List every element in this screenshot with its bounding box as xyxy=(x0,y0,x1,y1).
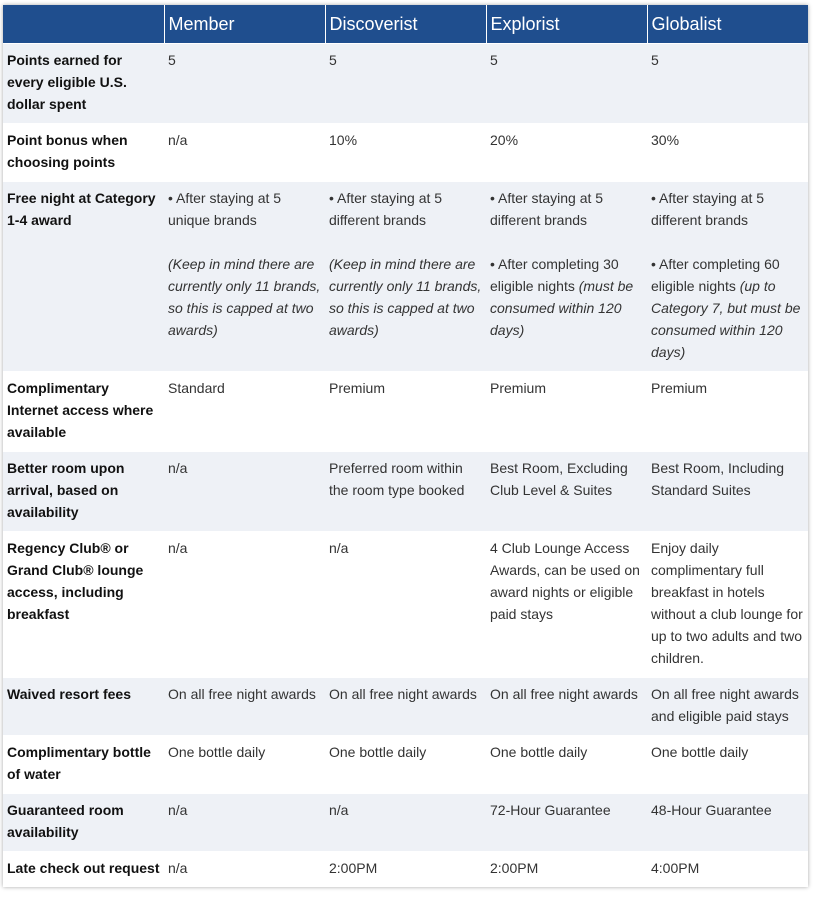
cell-discoverist: One bottle daily xyxy=(325,736,486,794)
cell-member: n/a xyxy=(164,852,325,888)
spacer xyxy=(651,231,804,253)
row-label: Complimentary bottle of water xyxy=(3,736,164,794)
table-row xyxy=(3,736,808,794)
cell-globalist: 48-Hour Guarantee xyxy=(647,794,808,852)
cell-globalist: 30% xyxy=(647,124,808,182)
row-label: Guaranteed room availability xyxy=(3,794,164,852)
free-night-nights-text: • After completing 30 eligible nights xyxy=(490,256,619,294)
spacer xyxy=(168,231,321,253)
cell-member: n/a xyxy=(164,452,325,532)
cell-explorist: 4 Club Lounge Access Awards, can be used on award nights or eligible paid stays xyxy=(486,532,647,678)
cell-explorist: 2:00PM xyxy=(486,852,647,888)
cell-explorist: Premium xyxy=(486,372,647,452)
cell-explorist: 20% xyxy=(486,124,647,182)
header-member: Member xyxy=(164,5,325,44)
header-blank xyxy=(3,5,164,44)
cell-member: On all free night awards xyxy=(164,678,325,736)
free-night-note: (up to Category 7, but must be consumed within 120 days) xyxy=(651,278,801,360)
cell-discoverist: Preferred room within the room type booked xyxy=(325,452,486,532)
cell-explorist: One bottle daily xyxy=(486,736,647,794)
free-night-nights-text: • After completing 60 eligible nights xyxy=(651,256,780,294)
cell-discoverist: 5 xyxy=(325,44,486,124)
cell-member: 5 xyxy=(164,44,325,124)
cell-globalist: Best Room, Including Standard Suites xyxy=(647,452,808,532)
cell-explorist: On all free night awards xyxy=(486,678,647,736)
header-row xyxy=(3,5,808,44)
table-row xyxy=(3,124,808,182)
free-night-condition: • After staying at 5 unique brands xyxy=(168,190,282,228)
cell-member: n/a xyxy=(164,532,325,678)
cell-globalist: One bottle daily xyxy=(647,736,808,794)
cell-explorist: 5 xyxy=(486,44,647,124)
cell-member: Standard xyxy=(164,372,325,452)
cell-explorist: Best Room, Excluding Club Level & Suites xyxy=(486,452,647,532)
cell-discoverist xyxy=(325,182,486,372)
row-label: Points earned for every eligible U.S. dollar spent xyxy=(3,44,164,124)
row-label: Free night at Category 1-4 award xyxy=(3,182,164,372)
cell-member: n/a xyxy=(164,794,325,852)
table-row xyxy=(3,678,808,736)
cell-explorist xyxy=(486,182,647,372)
spacer xyxy=(490,231,643,253)
row-label: Late check out request xyxy=(3,852,164,888)
free-night-condition: • After staying at 5 different brands xyxy=(329,190,443,228)
cell-globalist: 4:00PM xyxy=(647,852,808,888)
spacer xyxy=(329,231,482,253)
table-row xyxy=(3,532,808,678)
free-night-note: (must be consumed within 120 days) xyxy=(490,278,634,338)
header-globalist: Globalist xyxy=(647,5,808,44)
free-night-condition-nights xyxy=(651,253,804,363)
free-night-condition-nights xyxy=(490,253,643,341)
header-explorist: Explorist xyxy=(486,5,647,44)
table-header xyxy=(3,5,808,44)
cell-globalist xyxy=(647,182,808,372)
row-label: Better room upon arrival, based on availability xyxy=(3,452,164,532)
cell-member: One bottle daily xyxy=(164,736,325,794)
table-row xyxy=(3,452,808,532)
table-row xyxy=(3,44,808,124)
cell-globalist: Premium xyxy=(647,372,808,452)
header-discoverist: Discoverist xyxy=(325,5,486,44)
table-row xyxy=(3,182,808,372)
free-night-note: (Keep in mind there are currently only 11 brands, so this is capped at two awards) xyxy=(329,256,482,338)
free-night-condition: • After staying at 5 different brands xyxy=(651,190,765,228)
cell-discoverist: Premium xyxy=(325,372,486,452)
cell-discoverist: n/a xyxy=(325,794,486,852)
table-row xyxy=(3,794,808,852)
tier-comparison-table xyxy=(3,5,808,887)
cell-explorist: 72-Hour Guarantee xyxy=(486,794,647,852)
row-label: Complimentary Internet access where available xyxy=(3,372,164,452)
row-label: Regency Club® or Grand Club® lounge access, including breakfast xyxy=(3,532,164,678)
table-body xyxy=(3,44,808,888)
cell-globalist: 5 xyxy=(647,44,808,124)
table-row xyxy=(3,852,808,888)
cell-discoverist: 2:00PM xyxy=(325,852,486,888)
free-night-note: (Keep in mind there are currently only 11 brands, so this is capped at two awards) xyxy=(168,256,321,338)
cell-discoverist: 10% xyxy=(325,124,486,182)
cell-globalist: On all free night awards and eligible paid stays xyxy=(647,678,808,736)
tier-comparison-table-container xyxy=(3,5,808,887)
cell-member xyxy=(164,182,325,372)
free-night-condition: • After staying at 5 different brands xyxy=(490,190,604,228)
row-label: Waived resort fees xyxy=(3,678,164,736)
cell-member: n/a xyxy=(164,124,325,182)
table-row xyxy=(3,372,808,452)
row-label: Point bonus when choosing points xyxy=(3,124,164,182)
cell-discoverist: n/a xyxy=(325,532,486,678)
cell-globalist: Enjoy daily complimentary full breakfast in hotels without a club lounge for up to two adults and two children. xyxy=(647,532,808,678)
cell-discoverist: On all free night awards xyxy=(325,678,486,736)
